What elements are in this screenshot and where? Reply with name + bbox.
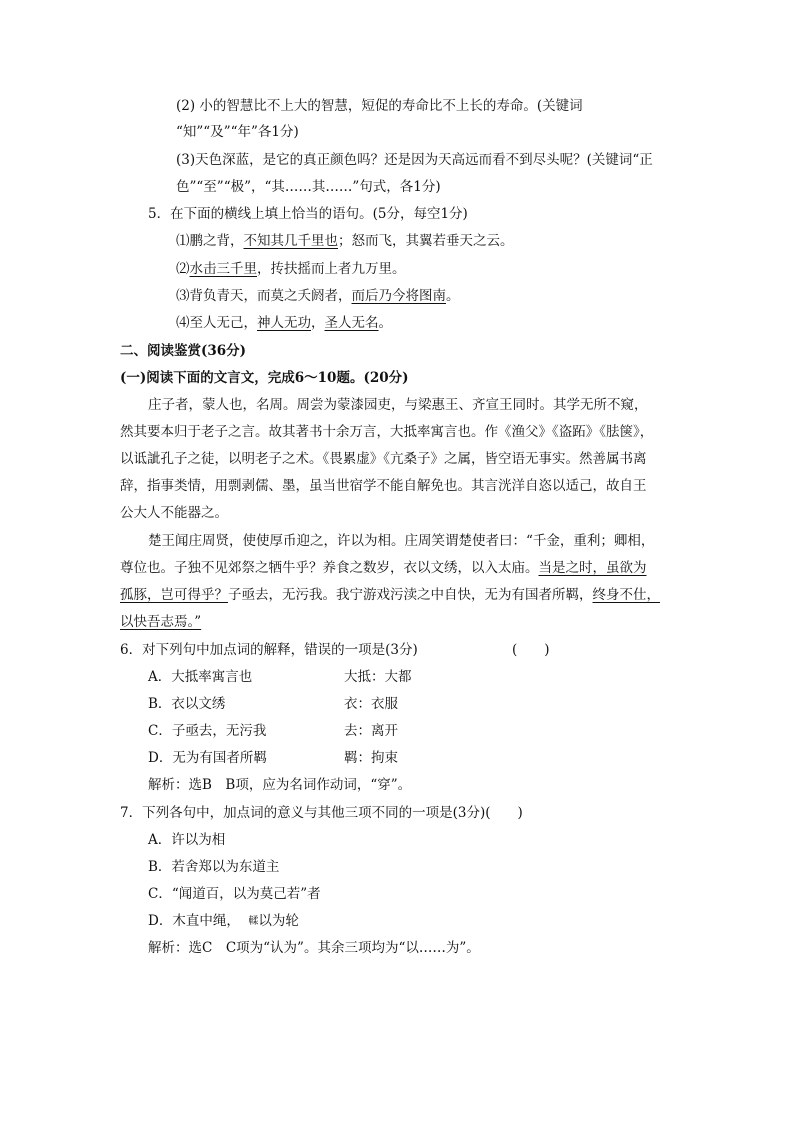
q4-answer2-line1: (2) 小的智慧比不上大的智慧，短促的寿命比不上长的寿命。(关键词	[176, 98, 583, 114]
q6-option-a: A．大抵率寓言也	[148, 669, 253, 685]
q4-answer3-line1: (3)天色深蓝，是它的真正颜色吗？还是因为天高远而看不到尽头呢？(关键词“正	[176, 152, 653, 168]
passage-p2-line4-underlined: 以快吾志焉。”	[120, 614, 202, 630]
q7-option-d-text: D．木直中绳，	[148, 913, 240, 929]
q7-option-a: A．许以为相	[148, 832, 226, 848]
q5-line3	[176, 286, 460, 306]
passage-p2-line3	[120, 585, 660, 605]
q6-answer-paren: ( )	[512, 642, 550, 658]
q7-option-d-small-char: 輮	[248, 916, 259, 927]
q5-line4-answer2: 圣人无名	[324, 315, 379, 331]
q5-line2	[176, 259, 406, 279]
q6-analysis: 解析：选B B项，应为名词作动词，“穿”。	[148, 777, 412, 793]
q5-line4-post: 。	[378, 315, 392, 331]
q6-option-c-expl: 去：离开	[344, 723, 398, 739]
passage-p2-line3-text: 子亟去，无污我。我宁游戏污渎之中自快，无为有国者所羁，	[228, 587, 593, 603]
q5-line2-pre: ⑵	[176, 261, 190, 277]
q7-option-d	[148, 911, 299, 932]
q6-title: 6．对下列句中加点词的解释，错误的一项是(3分)	[120, 642, 418, 658]
q6-option-b: B．衣以文绣	[148, 696, 226, 712]
q5-line4-answer1: 神人无功	[257, 315, 311, 331]
section2-title: 二、阅读鉴赏(36分)	[120, 343, 247, 359]
q5-line4	[176, 313, 392, 333]
q5-line4-mid: ，	[311, 315, 325, 331]
passage-p1-line5: 公大人不能器之。	[120, 505, 228, 521]
passage-p2-line3-underlined2: 终身不仕，	[592, 587, 660, 603]
q5-line2-answer: 水击三千里	[189, 261, 257, 277]
q5-line1	[176, 231, 514, 251]
q5-line1-answer: 不知其几千里也	[243, 233, 338, 249]
passage-p2-line4	[120, 612, 201, 632]
q7-option-d-tail: 以为轮	[258, 913, 299, 929]
passage-p2-line2	[120, 558, 647, 578]
passage-p2-line1: 楚王闻庄周贤，使使厚币迎之，许以为相。庄周笑谓楚使者曰：“千金，重利；卿相，	[148, 533, 655, 549]
passage-p2-line2-text: 尊位也。子独不见郊祭之牺牛乎？养食之数岁，衣以文绣，以入太庙。	[120, 560, 539, 576]
passage-p1-line3: 以诋訿孔子之徒，以明老子之术。《畏累虚》《亢桑子》之属，皆空语无事实。然善属书离	[120, 451, 647, 467]
q4-answer2-line2: “知”“及”“年”各1分)	[176, 124, 299, 140]
passage-p2-line2-underlined: 当是之时，虽欲为	[538, 560, 647, 576]
section2-subtitle: (一)阅读下面的文言文，完成6～10题。(20分)	[120, 370, 409, 386]
q5-line4-pre: ⑷至人无己，	[176, 315, 257, 331]
q5-line2-post: ，抟扶摇而上者九万里。	[257, 261, 406, 277]
passage-p2-line3-underlined: 孤豚，岂可得乎？	[120, 587, 228, 603]
q5-line1-post: ；怒而飞，其翼若垂天之云。	[338, 233, 514, 249]
q5-line3-post: 。	[446, 288, 460, 304]
q7-option-b: B．若舍郑以为东道主	[148, 859, 280, 875]
q7-option-c: C．“闻道百，以为莫己若”者	[148, 886, 321, 902]
q5-line3-answer: 而后乃今将图南	[351, 288, 446, 304]
q6-option-b-expl: 衣：衣服	[344, 696, 398, 712]
q6-option-c: C．子亟去，无污我	[148, 723, 267, 739]
q6-option-d-expl: 羁：拘束	[344, 750, 398, 766]
q5-title: 5．在下面的横线上填上恰当的语句。(5分，每空1分)	[148, 206, 468, 222]
q7-title: 7．下列各句中，加点词的意义与其他三项不同的一项是(3分)( )	[120, 805, 523, 821]
q5-line1-pre: ⑴鹏之背，	[176, 233, 244, 249]
q4-answer3-line2: 色”“至”“极”，“其……其……”句式，各1分)	[176, 179, 441, 195]
passage-p1-line1: 庄子者，蒙人也，名周。周尝为蒙漆园吏，与梁惠王、齐宣王同时。其学无所不窥，	[148, 397, 648, 413]
q6-option-a-expl: 大抵：大都	[344, 669, 412, 685]
passage-p1-line2: 然其要本归于老子之言。故其著书十余万言，大抵率寓言也。作《渔父》《盗跖》《胠箧》，	[120, 424, 654, 440]
q5-line3-pre: ⑶背负青天，而莫之夭阏者，	[176, 288, 352, 304]
q7-analysis: 解析：选C C项为“认为”。其余三项均为“以……为”。	[148, 940, 480, 956]
passage-p1-line4: 辞，指事类情，用剽剥儒、墨，虽当世宿学不能自解免也。其言洸洋自恣以适己，故自王	[120, 478, 647, 494]
q6-option-d: D．无为有国者所羁	[148, 750, 267, 766]
